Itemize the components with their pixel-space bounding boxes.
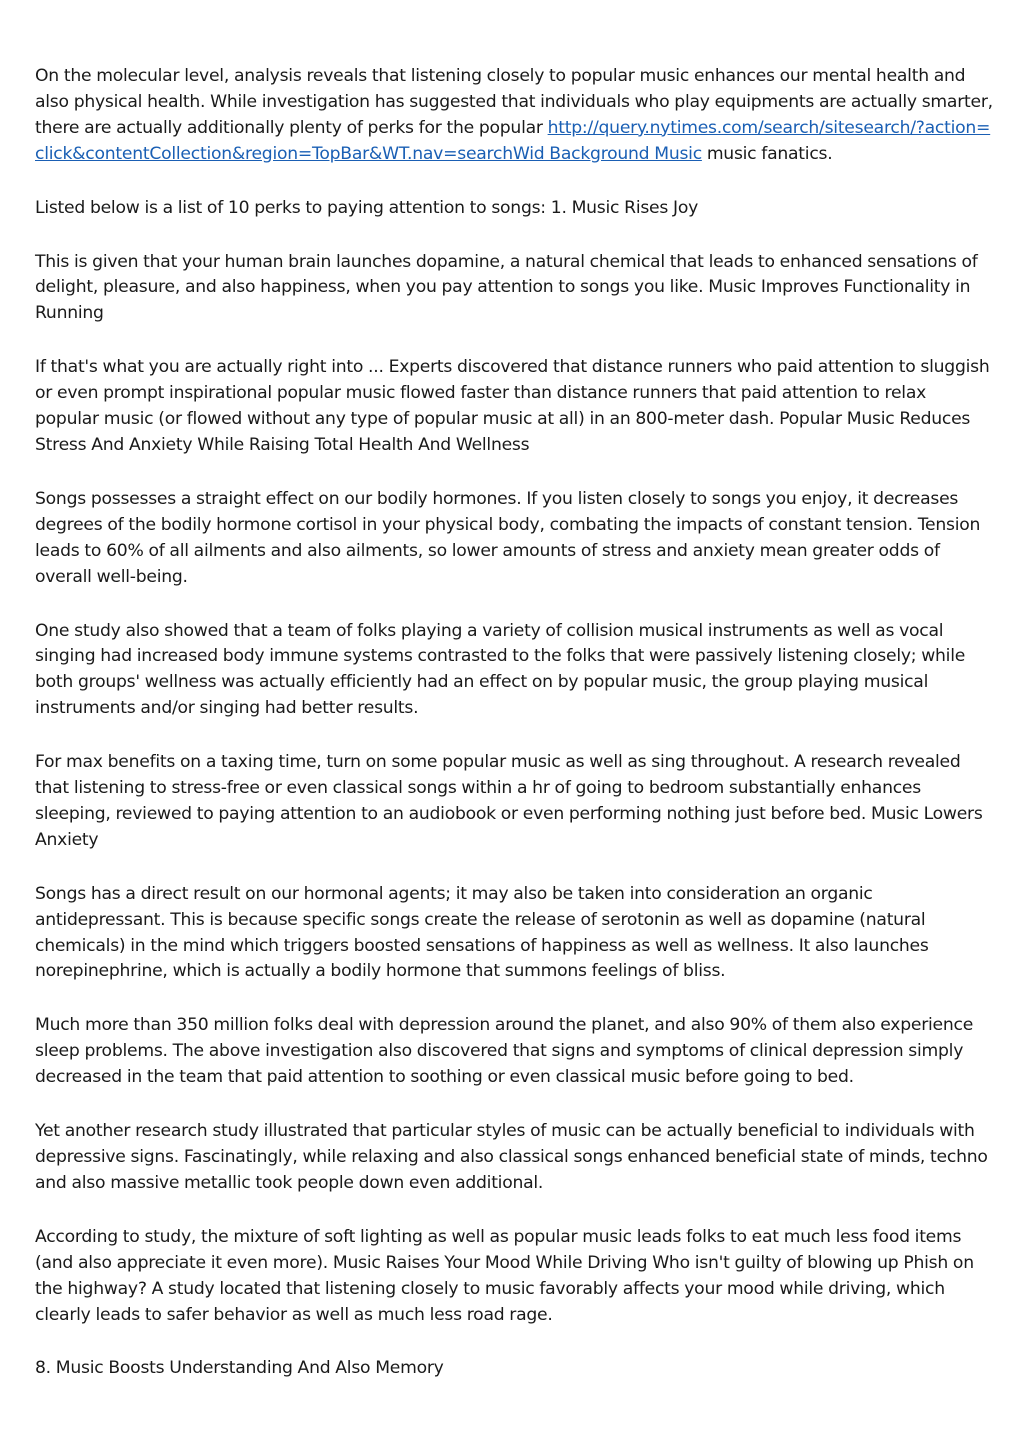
intro-outro-text: music fanatics. bbox=[701, 143, 833, 164]
paragraph-music-styles: Yet another research study illustrated that particular styles of music can be actually beneficial to individuals with depressive signs. Fascinatingly, while relaxing and also classical songs enhanced beneficial state of minds, techno and also massive metallic took people down even additional. bbox=[35, 1121, 988, 1193]
paragraph-intro bbox=[35, 64, 994, 168]
intro-text: On the molecular level, analysis reveals that listening closely to popular music enhances our mental health and also physical health. While investigation has suggested that individuals who play equipments are actually smarter, there are actually additionally plenty of perks for the popular bbox=[35, 66, 993, 138]
paragraph-list-intro: Listed below is a list of 10 perks to paying attention to songs: 1. Music Rises Joy bbox=[35, 197, 699, 218]
paragraph-depression: Much more than 350 million folks deal with depression around the planet, and also 90% of them also experience sleep problems. The above investigation also discovered that signs and symptoms of clinical depression simply decreased in the team that paid attention to soothing or even classical music before going to bed. bbox=[35, 1015, 974, 1088]
paragraph-memory-heading: 8. Music Boosts Understanding And Also Memory bbox=[35, 1358, 444, 1379]
paragraph-driving: According to study, the mixture of soft lighting as well as popular music leads folks to eat much less food items (and also appreciate it even more). Music Raises Your Mood While Driving Who isn't guilty of blowing up Phish on the highway? A study located that listening closely to music favorably affects your mood while driving, which clearly leads to safer behavior as well as much less road rage. bbox=[35, 1226, 974, 1325]
background-music-link[interactable]: http://query.nytimes.com/search/sitesearch/?action=click&contentCollection&region=TopBar&WT.nav=searchWid Background Music bbox=[35, 117, 991, 164]
paragraph-sleep: For max benefits on a taxing time, turn on some popular music as well as sing throughout. A research revealed that listening to stress-free or even classical songs within a hr of going to bedroom substantially enhances sleeping, reviewed to paying attention to an audiobook or even performing nothing just before bed. Music Lowers Anxiety bbox=[35, 752, 983, 850]
paragraph-hormones: Songs possesses a straight effect on our bodily hormones. If you listen closely to songs you enjoy, it decreases degrees of the bodily hormone cortisol in your physical body, combating the impacts of constant tension. Tension leads to 60% of all ailments and also ailments, so lower amounts of stress and anxiety mean greater odds of overall well-being. bbox=[35, 488, 981, 587]
paragraph-running: If that's what you are actually right into ... Experts discovered that distance runners who paid attention to sluggish or even prompt inspirational popular music flowed faster than distance runners that paid attention to relax popular music (or flowed without any type of popular music at all) in an 800-meter dash. Popular Music Reduces Stress And Anxiety While Raising Total Health And Wellness bbox=[35, 357, 990, 455]
paragraph-immune: One study also showed that a team of folks playing a variety of collision musical instruments as well as vocal singing had increased body immune systems contrasted to the folks that were passively listening closely; while both groups' wellness was actually efficiently had an effect on by popular music, the group playing musical instruments and/or singing had better results. bbox=[35, 620, 966, 719]
paragraph-dopamine: This is given that your human brain launches dopamine, a natural chemical that leads to enhanced sensations of delight, pleasure, and also happiness, when you pay attention to songs you like. Music Improves Functionality in Running bbox=[35, 251, 978, 324]
paragraph-antidepressant: Songs has a direct result on our hormonal agents; it may also be taken into consideration an organic antidepressant. This is because specific songs create the release of serotonin as well as dopamine (natural chemicals) in the mind which triggers boosted sensations of happiness as well as wellness. It also launches norepinephrine, which is actually a bodily hormone that summons feelings of bliss. bbox=[35, 883, 929, 982]
